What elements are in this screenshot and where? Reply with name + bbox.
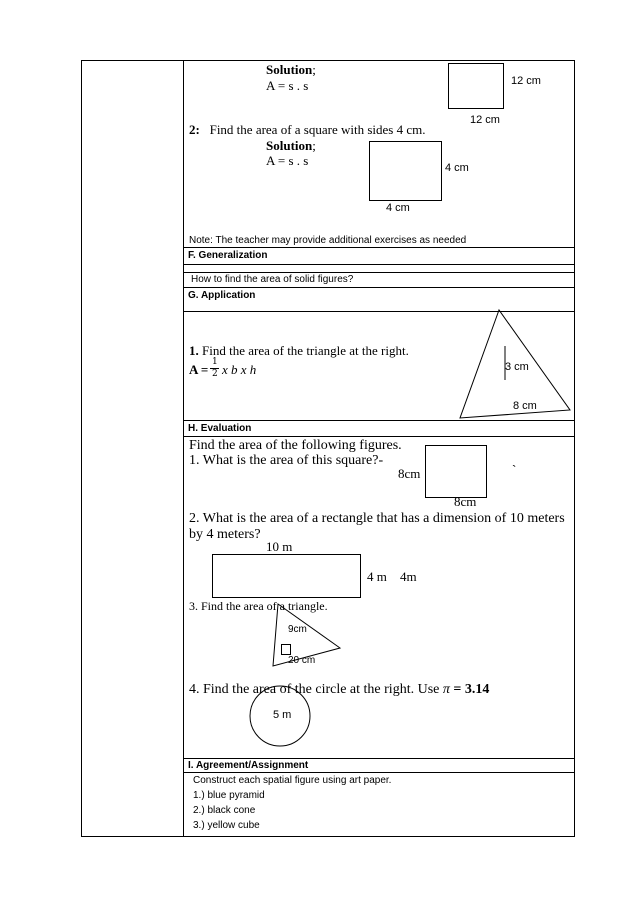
assignment-item: 3.) yellow cube (193, 820, 260, 831)
rectangle-side-label: 4 m (367, 569, 387, 584)
triangle-height-label: 3 cm (505, 361, 529, 373)
solution-label: Solution (266, 62, 313, 77)
problem-number: 2: (189, 122, 200, 137)
q4-pi: π (442, 682, 450, 697)
section-heading-application: G. Application (188, 290, 256, 301)
square-bottom-label: 12 cm (470, 114, 500, 126)
area-formula-2: A = s . s (266, 153, 309, 168)
item-number: 1. (189, 343, 199, 358)
formula-denominator: 2 (212, 369, 218, 379)
right-angle-mark (281, 644, 291, 655)
square-side-label: 4 cm (445, 162, 469, 174)
section-heading-evaluation: H. Evaluation (188, 423, 252, 434)
generalization-question: How to find the area of solid figures? (191, 274, 354, 285)
area-formula-1: A = s . s (266, 78, 309, 93)
solution-label: Solution (266, 138, 313, 153)
circle-radius-label: 5 m (273, 709, 292, 721)
evaluation-stray-mark: ` (512, 462, 517, 477)
evaluation-q2: 2. What is the area of a rectangle that has a dimension of 10 meters by 4 meters? (189, 511, 565, 542)
assignment-item: 2.) black cone (193, 805, 256, 816)
rectangle-top-label: 10 m (266, 539, 293, 554)
problem-text: Find the area of a square with sides 4 cm. (209, 122, 426, 137)
rectangle-side-label-2: 4m (400, 569, 417, 584)
q4-prefix: 4. Find the area of the circle at the right. Use (189, 682, 440, 697)
solution-semicolon: ; (312, 138, 316, 153)
evaluation-square (425, 445, 487, 498)
item-text: Find the area of the triangle at the right. (202, 343, 409, 358)
square-bottom-label: 4 cm (386, 202, 410, 214)
teacher-note: Note: The teacher may provide additional exercises as needed (189, 235, 467, 246)
evaluation-square-side-label: 8cm (398, 466, 421, 481)
evaluation-triangle-height-label: 9cm (288, 624, 307, 635)
section-heading-assignment: I. Agreement/Assignment (188, 760, 309, 771)
section-heading-generalization: F. Generalization (188, 250, 268, 261)
triangle-base-label: 8 cm (513, 400, 537, 412)
formula-numerator: 1 (212, 357, 218, 367)
evaluation-triangle-base-label: 20 cm (288, 655, 316, 666)
evaluation-rectangle (212, 554, 361, 598)
formula-a: A = (189, 362, 209, 377)
assignment-item: 1.) blue pyramid (193, 790, 265, 801)
formula-rest: x b x h (222, 362, 257, 377)
square-side-label: 12 cm (511, 75, 541, 87)
evaluation-q1: 1. What is the area of this square?- (189, 453, 384, 468)
evaluation-square-bottom-label: 8cm (454, 494, 477, 509)
assignment-intro: Construct each spatial figure using art paper. (193, 775, 392, 786)
q4-value: = 3.14 (453, 682, 490, 697)
solution-semicolon: ; (312, 62, 316, 77)
evaluation-q3: 3. Find the area of a triangle. (189, 599, 328, 613)
evaluation-q4 (189, 682, 489, 698)
evaluation-intro: Find the area of the following figures. (189, 438, 402, 453)
